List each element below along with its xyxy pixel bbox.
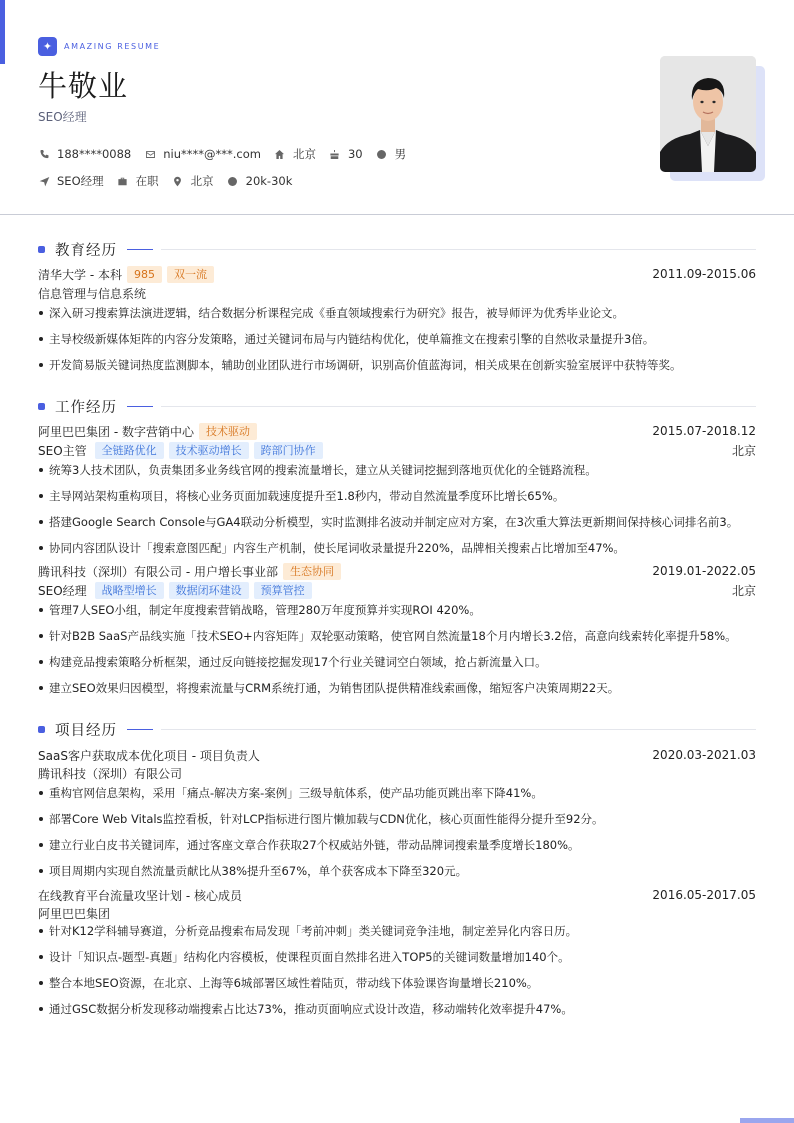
role-title: SEO主管 bbox=[38, 443, 87, 458]
role-tag: 战略型增长 bbox=[95, 582, 164, 599]
list-item: 搭建Google Search Console与GA4联动分析模型，实时监测排名波动并制定应对方案，在3次重大算法更新期间保持核心词排名前3。 bbox=[38, 513, 756, 539]
education-bullets bbox=[38, 304, 756, 382]
role-tag: 跨部门协作 bbox=[254, 442, 323, 459]
age-item bbox=[329, 147, 363, 161]
phone-icon bbox=[38, 148, 50, 160]
list-item: 构建竞品搜索策略分析框架，通过反向链接挖掘发现17个行业关键词空白领域，抢占新流量入口。 bbox=[38, 653, 756, 679]
list-item: 针对B2B SaaS产品线实施「技术SEO+内容矩阵」双轮驱动策略，使官网自然流量18个月内增长3.2倍，高意向线索转化率提升58%。 bbox=[38, 627, 756, 653]
work-date: 2019.01-2022.05 bbox=[652, 564, 756, 578]
project-company: 阿里巴巴集团 bbox=[38, 906, 111, 921]
email-text: niu****@***.com bbox=[163, 147, 261, 161]
project-company: 腾讯科技（深圳）有限公司 bbox=[38, 766, 183, 781]
list-item: 管理7人SEO小组，制定年度搜索营销战略，管理280万年度预算并实现ROI 420%。 bbox=[38, 601, 756, 627]
role-tag: 全链路优化 bbox=[95, 442, 164, 459]
list-item: 整合本地SEO资源，在北京、上海等6城部署区域性着陆页，带动线下体验课咨询量增长210%。 bbox=[38, 974, 756, 1000]
list-item: 针对K12学科辅导赛道，分析竞品搜索布局发现「考前冲刺」类关键词竞争洼地，制定差异化内容日历。 bbox=[38, 922, 756, 948]
work-date: 2015.07-2018.12 bbox=[652, 424, 756, 438]
age-text: 30 bbox=[347, 147, 363, 161]
section-dash bbox=[127, 729, 153, 730]
company-title: 阿里巴巴集团 - 数字营销中心 bbox=[38, 424, 194, 439]
list-item: 协同内容团队设计「搜索意图匹配」内容生产机制，使长尾词收录量提升220%，品牌相关搜索占比增加至47%。 bbox=[38, 539, 756, 565]
project-title: SaaS客户获取成本优化项目 - 项目负责人 bbox=[38, 748, 260, 763]
bottom-accent-bar bbox=[740, 1118, 794, 1123]
target-city-text: 北京 bbox=[190, 174, 214, 188]
work-role-row bbox=[38, 581, 756, 599]
work-section-title bbox=[38, 396, 756, 417]
list-item: 主导网站架构重构项目，将核心业务页面加载速度提升至1.8秒内，带动自然流量季度环比增长65%。 bbox=[38, 487, 756, 513]
status-item bbox=[117, 173, 159, 189]
salary-text: 20k-30k bbox=[245, 174, 293, 188]
list-item: 建立行业白皮书关键词库，通过客座文章合作获取27个权威站外链，带动品牌词搜索量季度增长180%。 bbox=[38, 836, 756, 862]
list-item: 部署Core Web Vitals监控看板，针对LCP指标进行图片懒加载与CDN优化，核心页面性能得分提升至92分。 bbox=[38, 810, 756, 836]
section-dash bbox=[127, 406, 153, 407]
education-entry-header bbox=[38, 265, 756, 283]
company-tag: 技术驱动 bbox=[199, 423, 257, 440]
work-city: 北京 bbox=[731, 443, 756, 458]
project-title: 在线教育平台流量攻坚计划 - 核心成员 bbox=[38, 888, 242, 903]
gender-item bbox=[376, 146, 407, 162]
avatar-photo bbox=[660, 56, 756, 172]
project-company-row bbox=[38, 764, 756, 782]
email-item bbox=[144, 147, 261, 161]
map-pin-icon bbox=[172, 175, 184, 187]
user-circle-icon bbox=[376, 148, 388, 160]
work-bullets bbox=[38, 461, 756, 565]
project-entry-header bbox=[38, 886, 756, 904]
school-tag: 双一流 bbox=[167, 266, 214, 283]
role-tag: 预算管控 bbox=[254, 582, 312, 599]
project-date: 2016.05-2017.05 bbox=[652, 888, 756, 902]
list-item: 深入研习搜索算法演进逻辑，结合数据分析课程完成《垂直领域搜索行为研究》报告，被导师评为优秀毕业论文。 bbox=[38, 304, 756, 330]
section-divider bbox=[161, 249, 756, 250]
coin-icon bbox=[227, 175, 239, 187]
section-divider bbox=[161, 729, 756, 730]
cake-icon bbox=[329, 148, 341, 160]
section-label: 工作经历 bbox=[55, 400, 117, 416]
education-section-title bbox=[38, 239, 756, 260]
section-dot bbox=[38, 246, 45, 253]
work-entry-header bbox=[38, 562, 756, 580]
company-tag: 生态协同 bbox=[283, 563, 341, 580]
status-text: 在职 bbox=[135, 174, 159, 188]
section-dash bbox=[127, 249, 153, 250]
project-bullets bbox=[38, 922, 756, 1026]
contact-row bbox=[38, 146, 419, 162]
work-bullets bbox=[38, 601, 756, 705]
education-date: 2011.09-2015.06 bbox=[652, 267, 756, 281]
role-title: SEO经理 bbox=[38, 583, 87, 598]
project-bullets bbox=[38, 784, 756, 888]
location-item bbox=[274, 146, 316, 162]
list-item: 设计「知识点-题型-真题」结构化内容模板，使课程页面自然排名进入TOP5的关键词数量增加140个。 bbox=[38, 948, 756, 974]
phone-item bbox=[38, 147, 131, 161]
brand bbox=[38, 37, 160, 56]
list-item: 建立SEO效果归因模型，将搜索流量与CRM系统打通，为销售团队提供精准线索画像，缩短客户决策周期22天。 bbox=[38, 679, 756, 705]
list-item: 通过GSC数据分析发现移动端搜索占比达73%，推动页面响应式设计改造，移动端转化效率提升47%。 bbox=[38, 1000, 756, 1026]
school-title: 清华大学 - 本科 bbox=[38, 267, 122, 282]
gender-text: 男 bbox=[394, 147, 407, 161]
list-item: 项目周期内实现自然流量贡献比从38%提升至67%，单个获客成本下降至320元。 bbox=[38, 862, 756, 888]
target-position-text: SEO经理 bbox=[57, 174, 104, 188]
section-divider bbox=[161, 406, 756, 407]
section-dot bbox=[38, 726, 45, 733]
section-dot bbox=[38, 403, 45, 410]
sparkle-icon: ✦ bbox=[38, 37, 57, 56]
education-major-row bbox=[38, 284, 756, 302]
phone-text: 188****0088 bbox=[57, 147, 132, 161]
send-icon bbox=[38, 175, 50, 187]
salary-item bbox=[227, 174, 293, 188]
role-tag: 数据闭环建设 bbox=[169, 582, 249, 599]
project-date: 2020.03-2021.03 bbox=[652, 748, 756, 762]
list-item: 主导校级新媒体矩阵的内容分发策略，通过关键词布局与内链结构优化，使单篇推文在搜索引擎的自然收录量提升3倍。 bbox=[38, 330, 756, 356]
candidate-position: SEO经理 bbox=[38, 110, 87, 124]
list-item: 统筹3人技术团队，负责集团多业务线官网的搜索流量增长，建立从关键词挖掘到落地页优化的全链路流程。 bbox=[38, 461, 756, 487]
company-title: 腾讯科技（深圳）有限公司 - 用户增长事业部 bbox=[38, 564, 278, 579]
section-label: 项目经历 bbox=[55, 723, 117, 739]
work-role-row bbox=[38, 441, 756, 459]
work-entry-header bbox=[38, 422, 756, 440]
role-tag: 技术驱动增长 bbox=[169, 442, 249, 459]
target-position-item bbox=[38, 173, 104, 189]
target-city-item bbox=[172, 173, 214, 189]
job-intent-row bbox=[38, 173, 305, 189]
section-label: 教育经历 bbox=[55, 243, 117, 259]
list-item: 重构官网信息架构，采用「痛点-解决方案-案例」三级导航体系，使产品功能页跳出率下降41%。 bbox=[38, 784, 756, 810]
list-item: 开发简易版关键词热度监测脚本，辅助创业团队进行市场调研，识别高价值蓝海词，相关成果在创新实验室展评中获特等奖。 bbox=[38, 356, 756, 382]
resume-header bbox=[0, 0, 794, 215]
candidate-name: 牛敬业 bbox=[38, 69, 129, 103]
work-city: 北京 bbox=[731, 583, 756, 598]
project-company-row bbox=[38, 904, 756, 922]
brand-text: AMAZING RESUME bbox=[64, 42, 161, 51]
location-text: 北京 bbox=[292, 147, 316, 161]
projects-section-title bbox=[38, 719, 756, 740]
home-icon bbox=[274, 148, 286, 160]
school-tag: 985 bbox=[127, 266, 162, 283]
major: 信息管理与信息系统 bbox=[38, 286, 147, 301]
project-entry-header bbox=[38, 746, 756, 764]
mail-icon bbox=[144, 148, 156, 160]
briefcase-icon bbox=[117, 175, 129, 187]
